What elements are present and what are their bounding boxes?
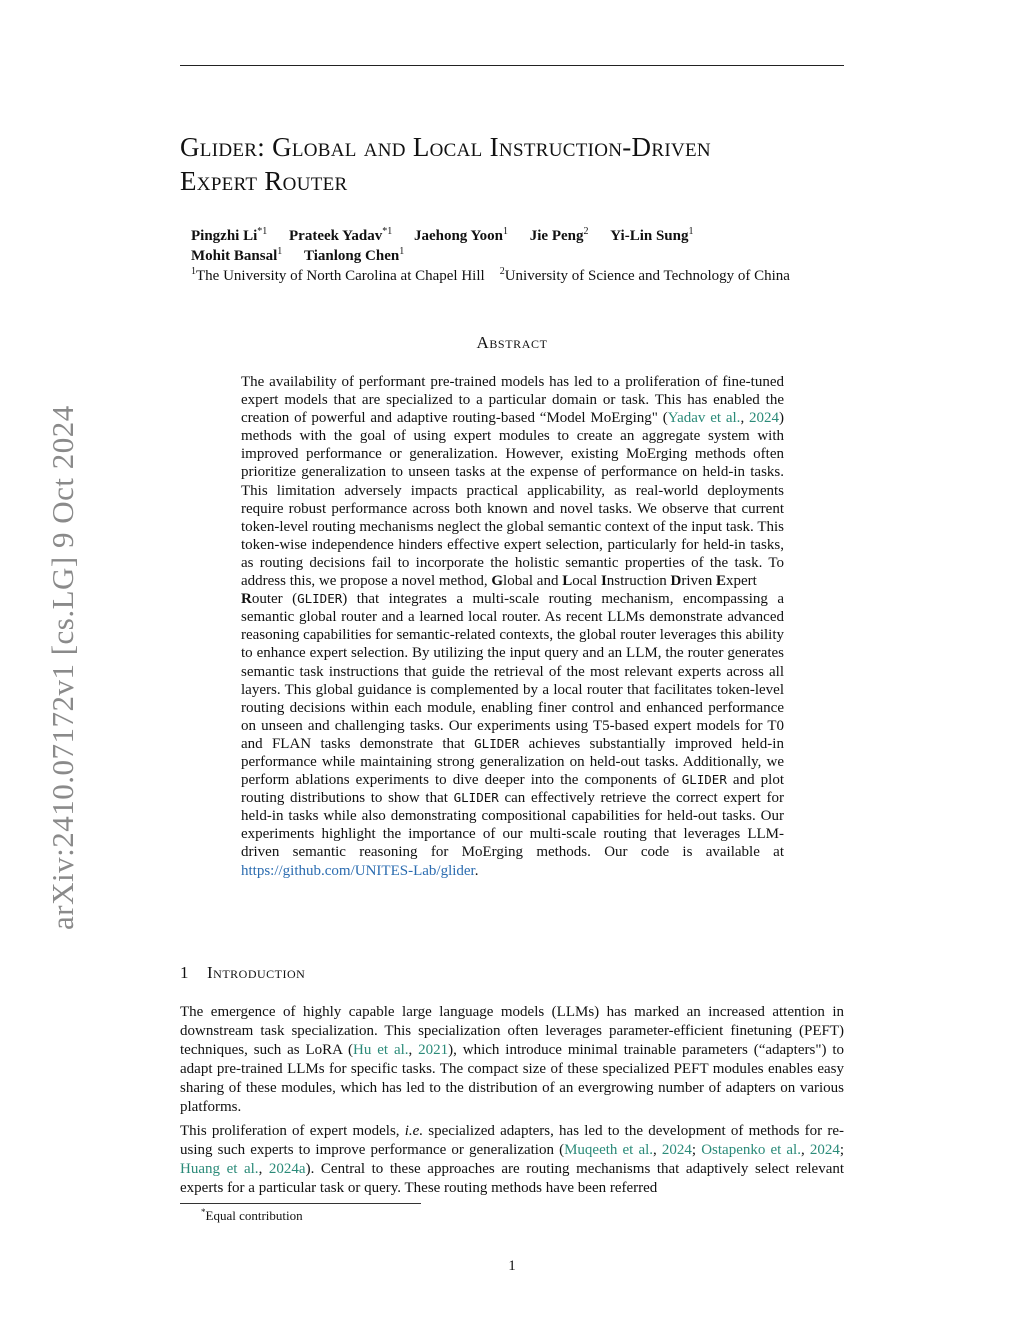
section-heading-introduction <box>180 963 305 983</box>
header-rule <box>180 65 844 66</box>
author-name: Pingzhi Li <box>191 228 258 244</box>
author-name: Jaehong Yoon <box>413 228 504 244</box>
title-line-2: Expert Router <box>180 166 348 196</box>
section-title: Introduction <box>207 963 306 982</box>
citation-year-link[interactable]: 2024 <box>809 1142 840 1158</box>
method-name: GLIDER <box>474 735 520 751</box>
footnote-text: Equal contribution <box>205 1208 303 1223</box>
footnote-mark: * <box>201 1207 206 1217</box>
arxiv-identifier: arXiv:2410.07172v1 [cs.LG] 9 Oct 2024 <box>45 405 80 930</box>
author-sup: 2 <box>583 226 589 237</box>
title-line-1: Glider: Global and Local Instruction-Driven <box>180 132 711 162</box>
affiliation-sup: 2 <box>499 266 505 277</box>
affiliation-name: The University of North Carolina at Chapel Hill <box>196 268 485 284</box>
intro-paragraph-2: This proliferation of expert models, i.e. specialized adapters, has led to the development of methods for re-using such experts to improve performance or generalization (Muqeeth et al., 2024; Ostapenko et al., 2024; Huang et al., 2024a). Central to these approaches are routing mechanisms that adaptively select relevant experts for a particular task or query. These routing methods have been referred <box>180 1123 845 1196</box>
footnote <box>201 1207 303 1224</box>
citation-link[interactable]: Ostapenko et al. <box>701 1142 801 1158</box>
citation-year-link[interactable]: 2024 <box>661 1142 692 1158</box>
method-name: GLIDER <box>681 772 727 788</box>
abstract-body: The availability of performant pre-trained models has led to a proliferation of fine-tuned expert models that are specialized to a particular domain or task. This has enabled the creation of powerful and adaptive routing-based “Model MoErging" (Yadav et al., 2024) methods with the goal of using expert modules to create an aggregate system with improved performance or generalization. However, existing MoErging methods often prioritize generalization to unseen tasks at the expense of performance on held-in tasks. This limitation adversely impacts practical applicability, as real-world deployments require robust performance across both known and novel tasks. We observe that current token-level routing mechanisms neglect the global semantic context of the input task. This token-wise independence hinders effective expert selection, particularly for held-in tasks, as routing decisions fail to incorporate the holistic semantic properties of the task. To address this, we propose a novel method, Global and Local Instruction Driven Expert Router (GLIDER) that integrates a multi-scale routing mechanism, encompassing a semantic global router and a learned local router. As recent LLMs demonstrate advanced reasoning capabilities for semantic-related contexts, the global router leverages this ability to enhance expert selection. By utilizing the input query and an LLM, the router generates semantic task instructions that guide the retrieval of the most relevant experts across all layers. This global guidance is complemented by a local router that facilitates token-level routing decisions within each module, enabling finer control and enhanced performance on unseen and challenging tasks. Our experiments using T5-based expert models for T0 and FLAN tasks demonstrate that GLIDER achieves substantially improved held-in performance while maintaining strong generalization on held-out tasks. Additionally, we perform ablations experiments to dive deeper into the components of GLIDER and plot routing distributions to show that GLIDER can effectively retrieve the correct expert for held-in tasks while also demonstrating compositional capabilities for held-out tasks. Our experiments highlight the importance of our multi-scale routing that leverages LLM-driven semantic reasoning for MoErging methods. Our code is available at https://github.com/UNITES-Lab/glider. <box>241 374 785 879</box>
section-number: 1 <box>180 963 189 982</box>
citation-link[interactable]: Huang et al. <box>180 1161 259 1177</box>
citation-year-link[interactable]: 2024a <box>268 1161 306 1177</box>
author-name: Yi-Lin Sung <box>610 228 689 244</box>
author-sup: 1 <box>399 246 405 257</box>
affiliations <box>191 266 881 286</box>
citation-link[interactable]: Muqeeth et al. <box>564 1142 654 1158</box>
affiliation-name: University of Science and Technology of China <box>504 268 790 284</box>
abstract-heading: Abstract <box>476 333 548 352</box>
code-repository-link[interactable]: https://github.com/UNITES-Lab/glider <box>241 862 475 879</box>
author-name: Jie Peng <box>529 228 584 244</box>
author-sup: *1 <box>382 226 393 237</box>
affiliation-sup: 1 <box>191 266 196 277</box>
intro-paragraph-1: The emergence of highly capable large language models (LLMs) has marked an increased attention in downstream task specialization. This specialization often leverages parameter-efficient finetuning (PEFT) techniques, such as LoRA (Hu et al., 2021), which introduce minimal trainable parameters (“adapters") to adapt pre-trained LLMs for specific tasks. The compact size of these specialized PEFT modules enables easy sharing of these modules, which has led to the distribution of an evergrowing number of adapters on various platforms. <box>180 1004 844 1115</box>
citation-link[interactable]: Hu et al. <box>353 1042 409 1058</box>
citation-year-link[interactable]: 2024 <box>749 410 780 427</box>
citation-link[interactable]: Yadav et al. <box>667 410 741 427</box>
author-sup: *1 <box>257 226 268 237</box>
author-name: Prateek Yadav <box>289 228 383 244</box>
author-name: Mohit Bansal <box>191 248 278 264</box>
paper-title <box>180 130 860 198</box>
author-list <box>191 226 871 266</box>
method-name: GLIDER <box>297 591 343 607</box>
author-sup: 1 <box>277 246 283 257</box>
author-sup: 1 <box>688 226 694 237</box>
author-sup: 1 <box>503 226 509 237</box>
page-number: 1 <box>508 1258 516 1274</box>
citation-year-link[interactable]: 2021 <box>418 1042 449 1058</box>
footnote-rule <box>180 1203 421 1204</box>
method-name: GLIDER <box>453 790 499 806</box>
author-name: Tianlong Chen <box>304 248 400 264</box>
